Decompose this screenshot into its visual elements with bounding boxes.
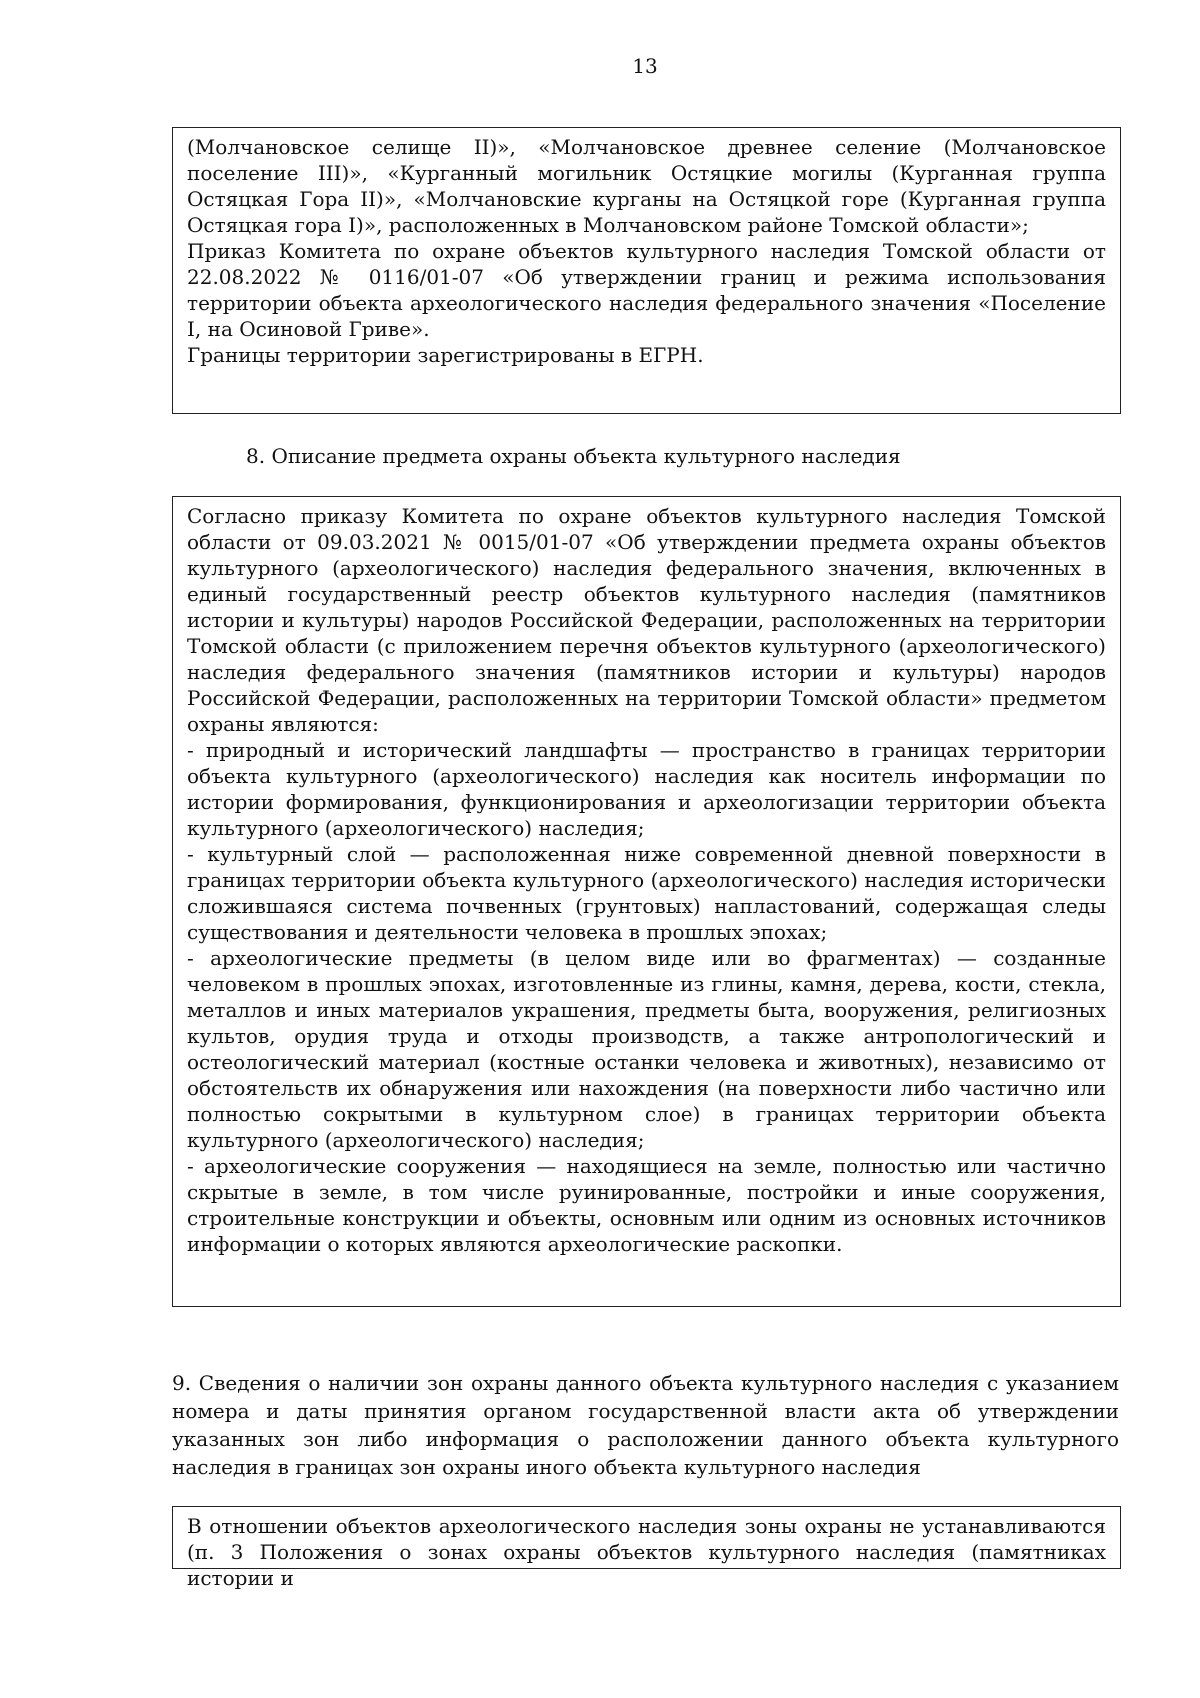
page-number: 13 (632, 54, 658, 78)
paragraph: Приказ Комитета по охране объектов культурного наследия Томской области от 22.08.2022 № 0116/01-07 «Об утверждении границ и режима использования территории объекта археологического наследия федерального значения «Поселение I, на Осиновой Гриве». (187, 239, 1106, 341)
paragraph: Согласно приказу Комитета по охране объектов культурного наследия Томской области от 09.03.2021 № 0015/01-07 «Об утверждении предмета охраны объектов культурного (археологического) наследия федерального значения, включенных в единый государственный реестр объектов культурного наследия (памятников истории и культуры) народов Российской Федерации, расположенных на территории Томской области (с приложением перечня объектов культурного (археологического) наследия федерального значения (памятников истории и культуры) народов Российской Федерации, расположенных на территории Томской области» предметом охраны являются: (187, 504, 1106, 736)
section7-text-box (172, 127, 1121, 414)
list-item: - археологические предметы (в целом виде или во фрагментах) — созданные человеком в прошлых эпохах, изготовленные из глины, камня, дерева, кости, стекла, металлов и иных материалов украшения, предметы быта, вооружения, религиозных культов, орудия труда и отходы производств, а также антропологический и остеологический материал (костные останки человека и животных), независимо от обстоятельств их обнаружения или нахождения (на поверхности либо частично или полностью сокрытыми в культурном слое) в границах территории объекта культурного (археологического) наследия; (187, 946, 1106, 1152)
section8-heading: 8. Описание предмета охраны объекта культурного наследия (246, 444, 901, 468)
paragraph: Границы территории зарегистрированы в ЕГРН. (187, 343, 704, 367)
section9-heading: 9. Сведения о наличии зон охраны данного объекта культурного наследия с указанием номера и даты принятия органом государственной власти акта об утверждении указанных зон либо информация о расположении данного объекта культурного наследия в границах зон охраны иного объекта культурного наследия (172, 1371, 1119, 1479)
paragraph: (Молчановское селище II)», «Молчановское древнее селение (Молчановское поселение III)», «Курганный могильник Остяцкие могилы (Курганная группа Остяцкая Гора II)», «Молчановские курганы на Остяцкой горе (Курганная группа Остяцкая гора I)», расположенных в Молчановском районе Томской области»; (187, 135, 1106, 237)
section9-text-box (172, 1506, 1121, 1590)
list-item: - археологические сооружения — находящиеся на земле, полностью или частично скрытые в земле, в том числе руинированные, постройки и иные сооружения, строительные конструкции и объекты, основным или одним из основных источников информации о которых являются археологические раскопки. (187, 1154, 1106, 1256)
list-item: - культурный слой — расположенная ниже современной дневной поверхности в границах территории объекта культурного (археологического) наследия исторически сложившаяся система почвенных (грунтовых) напластований, содержащая следы существования и деятельности человека в прошлых эпохах; (187, 842, 1106, 944)
section8-text-box (172, 496, 1121, 1307)
list-item: - природный и исторический ландшафты — пространство в границах территории объекта культурного (археологического) наследия как носитель информации по истории формирования, функционирования и археологизации территории объекта культурного (археологического) наследия; (187, 738, 1106, 840)
paragraph: В отношении объектов археологического наследия зоны охраны не устанавливаются (п. 3 Положения о зонах охраны объектов культурного наследия (памятниках истории и (187, 1514, 1106, 1590)
